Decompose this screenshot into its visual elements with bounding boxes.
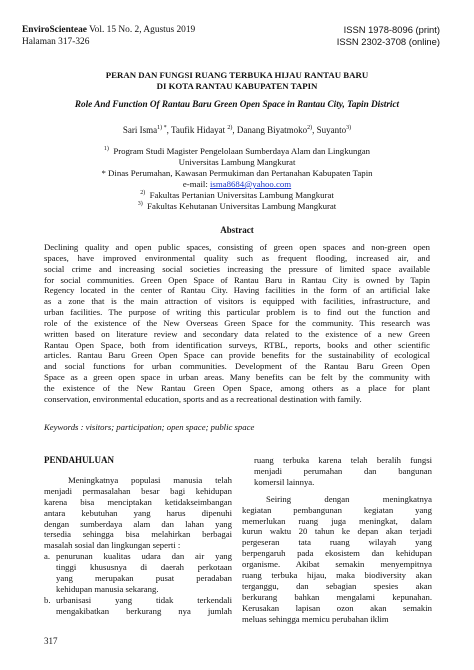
issn-print: ISSN 1978-8096 (print): [343, 24, 440, 35]
author-name: Suyanto: [316, 125, 347, 135]
paragraph-line: menjadi permasalahan besar bagi kehidupan: [44, 485, 232, 496]
abstract-body: [44, 242, 430, 405]
abstract-line: the existence of the New Rantau Green Open Space, among others as a place for plant: [44, 382, 430, 393]
author-name: Sari Isma: [122, 125, 158, 135]
abstract-line: social crime and increasing social societies increasing the pressure of limited space available: [44, 263, 430, 274]
list-line: yang merupakan pusat peradaban: [56, 573, 232, 584]
paragraph-line: dengan sumberdaya alam dan lahan yang: [44, 518, 232, 529]
list-marker: a.: [44, 551, 51, 562]
right-column: [242, 455, 432, 625]
paragraph-line: tersedia sehingga bisa melahirkan berbagai: [44, 529, 232, 540]
email-link[interactable]: isma8684@yahoo.com: [209, 179, 292, 189]
paragraph-line: berkurang bahkan mengalami kepunahan.: [242, 591, 432, 602]
page-number: 317: [44, 636, 58, 646]
continued-list-text: [242, 455, 432, 488]
list-text: [56, 595, 232, 617]
title-line-2: DI KOTA RANTAU KABUPATEN TAPIN: [156, 81, 318, 91]
affiliation-text: Fakultas Pertanian Universitas Lambung Mangkurat: [149, 190, 334, 200]
abstract-line: as a zone that is the main attraction of visitors is equipped with facilities, infrastructure, and: [44, 296, 430, 307]
list-marker: b.: [44, 594, 51, 605]
abstract-line: Regency located in the center of Rantau City. Having facilities in the form of an artificial lake: [44, 285, 430, 296]
list-line: penurunan kualitas udara dan air yang: [56, 551, 232, 562]
paragraph-line: ruang terbuka hijau, maka biodiversity akan: [242, 570, 432, 581]
list-line: mengakibatkan berkurang nya jumlah: [56, 605, 232, 616]
author-list: Sari Isma$^{1) *}$, Taufik Hidayat $^{2)}$, Danang Biyatmoko$^{2)}$, Suyanto$^{3)}$: [122, 125, 352, 135]
affiliation-star: [20, 168, 454, 190]
page-range: Halaman 317-326: [22, 37, 90, 47]
intro-paragraph: [44, 475, 232, 551]
paragraph-line: pergeseran tata ruang wilayah yang: [242, 537, 432, 548]
affiliation-3: [20, 201, 454, 212]
affiliation-text: * Dinas Perumahan, Kawasan Permukiman dan Pertanahan Kabupaten Tapin: [101, 168, 373, 178]
paragraph-line: menjadi perumahan dan bangunan: [254, 465, 432, 476]
abstract-line: written based on literature review and secondary data related to the existence of a new Green: [44, 328, 430, 339]
author-mark: 3): [346, 125, 352, 131]
journal-header: [22, 24, 195, 48]
email-label: e-mail:: [182, 179, 210, 189]
affiliation-1: [20, 146, 454, 168]
abstract-line: Declining quality and open public spaces, consisting of green open spaces and non-green open: [44, 242, 430, 252]
author-name: Danang Biyatmoko: [236, 125, 308, 135]
affiliation-text: Fakultas Kehutanan Universitas Lambung Mangkurat: [147, 201, 337, 211]
paragraph-line: kurun waktu 20 tahun ke depan akan terjadi: [242, 526, 432, 537]
list-text: [56, 551, 232, 595]
paragraph-line: ruang terbuka karena telah beralih fungsi: [254, 455, 432, 465]
paragraph-line: kegiatan pembangunan kegiatan yang: [242, 504, 432, 515]
abstract-line: articles. Rantau Baru Green Open Space can provide benefits for the sustainability of ecological: [44, 350, 430, 361]
paragraph-line: masalah sosial dan lingkungan seperti :: [44, 540, 181, 551]
paragraph-line: organisme. Akibat semakin menyempitnya: [242, 559, 432, 570]
affiliation-2: [20, 190, 454, 201]
abstract-line: for social communities. Green Open Space of Rantau Baru in Rantau City is owned by Tapin: [44, 274, 430, 285]
affiliation-mark: 1): [103, 146, 109, 153]
list-line: urbanisasi yang tidak terkendali: [56, 594, 232, 605]
list-line: kehidupan manusia sekarang.: [56, 583, 159, 594]
issn-block: [337, 24, 440, 48]
paragraph-line: berpengaruh pada ekosistem dan kehidupan: [242, 548, 432, 559]
paragraph-line: karena bisa menciptakan ketidakseimbangan: [44, 496, 232, 507]
list-item: [44, 551, 232, 595]
paragraph-line: memerlukan ruang juga meningkat, dalam: [242, 515, 432, 526]
paragraph-line: terganggu, dan sebagian spesies akan: [242, 580, 432, 591]
paragraph-line: Meningkatnya populasi manusia telah: [68, 474, 232, 485]
abstract-heading: Abstract: [220, 225, 254, 235]
abstract-line: and social functions for urban communities. Development of the Rantau Baru Green Open: [44, 361, 430, 372]
paragraph-line: antara kebutuhan yang harus dipenuhi: [44, 507, 232, 518]
title-english: Role And Function Of Rantau Baru Green Open Space in Rantau City, Tapin District: [74, 99, 400, 109]
abstract-line: Rantau Open Space, both from identification surveys, RTBL, reports, books and other scientific: [44, 339, 430, 350]
second-paragraph: [242, 494, 432, 625]
abstract-line: spaces, have improved environmental quality such as frequent flooding, increased air, and: [44, 252, 430, 263]
left-column: [44, 455, 232, 617]
affiliation-mark: 2): [140, 190, 146, 197]
abstract-line: conservation, environmental education, sports and as a recreational destination with family.: [44, 393, 362, 404]
title-indonesian: [20, 70, 454, 92]
list-line: tinggi khususnya di daerah perkotaan: [56, 562, 232, 573]
paragraph-line: Kerusakan lapisan ozon akan semakin: [242, 602, 432, 613]
journal-issue: Vol. 15 No. 2, Agustus 2019: [89, 25, 196, 35]
keywords: Keywords : visitors; participation; open space; public space: [44, 422, 255, 432]
affiliation-text: Universitas Lambung Mangkurat: [178, 157, 296, 167]
author-mark: 2): [307, 125, 313, 131]
affiliation-text: Program Studi Magister Pengelolaan Sumberdaya Alam dan Lingkungan: [113, 146, 371, 156]
author-name: Taufik Hidayat: [170, 125, 226, 135]
author-mark: 2): [227, 125, 233, 131]
abstract-line: role of the existence of the New Overseas Green Space for the community. This research was: [44, 317, 430, 328]
paragraph-line: meluas sehingga memicu perubahan iklim: [242, 613, 389, 624]
journal-name: EnviroScienteae: [22, 25, 87, 35]
issn-online: ISSN 2302-3708 (online): [336, 36, 440, 47]
abstract-line: Space as a green open space in urban areas. Many benefits can be felt by the community with: [44, 372, 430, 383]
paragraph-line: Seiring dengan meningkatnya: [266, 493, 432, 504]
section-heading: PENDAHULUAN: [44, 455, 115, 465]
abstract-line: urban facilities. The purpose of writing this particular problem is to find out the function and: [44, 307, 430, 318]
affiliation-mark: 3): [137, 201, 143, 208]
paragraph-line: komersil lainnya.: [254, 476, 315, 487]
title-line-1: PERAN DAN FUNGSI RUANG TERBUKA HIJAU RANTAU BARU: [105, 70, 369, 80]
author-mark: 1) *: [157, 125, 167, 131]
list-item: [44, 595, 232, 617]
problem-list: [44, 551, 232, 616]
